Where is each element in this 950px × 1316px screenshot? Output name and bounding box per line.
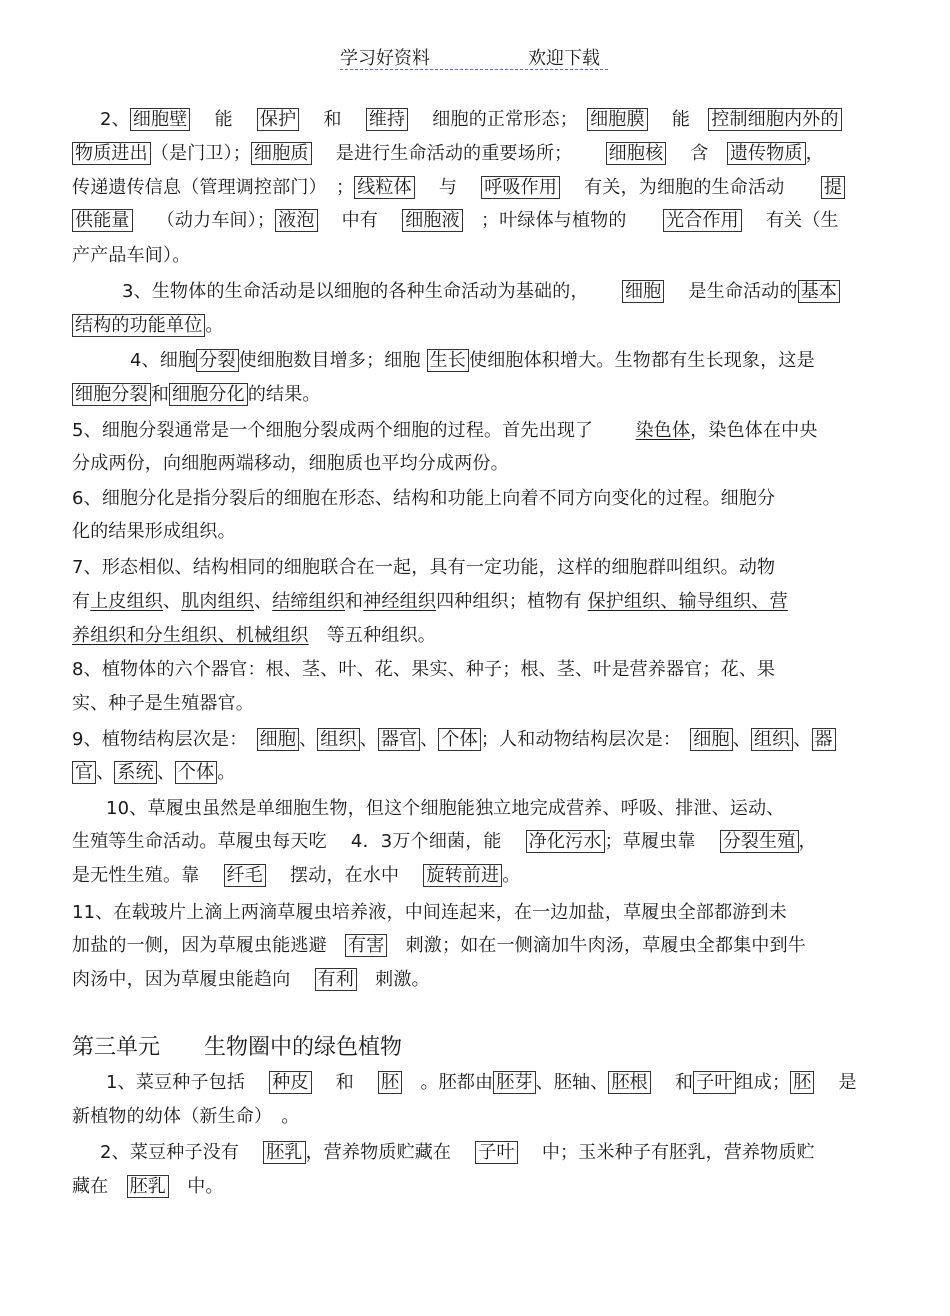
- boxed-term: 胚根: [608, 1071, 650, 1094]
- text-segment: 7、形态相似、结构相同的细胞联合在一起，具有一定功能，这样的细胞群叫组织。动物: [72, 557, 776, 578]
- boxed-term: 细胞质: [251, 142, 312, 165]
- text-segment: 是无性生殖。靠: [72, 865, 224, 886]
- text-line: [72, 313, 224, 339]
- text-line: [72, 208, 839, 234]
- text-line: [106, 796, 785, 822]
- text-line: [72, 418, 818, 444]
- text-segment: 新植物的幼体（新生命） 。: [72, 1106, 300, 1127]
- text-line: [72, 555, 775, 581]
- text-line: [72, 900, 787, 926]
- underlined-term: 神经组织: [363, 591, 437, 612]
- text-segment: 6、细胞分化是指分裂后的细胞在形态、结构和功能上向着不同方向变化的过程。细胞分: [72, 488, 776, 509]
- text-segment: 中。: [169, 1176, 224, 1197]
- text-segment: 1、菜豆种子包括: [106, 1072, 270, 1093]
- text-segment: 产产品车间）。: [72, 245, 191, 266]
- text-segment: 分成两份，向细胞两端移动，细胞质也平均分成两份。: [72, 453, 509, 474]
- boxed-term: 有害: [345, 934, 387, 957]
- boxed-term: 纤毛: [224, 864, 266, 887]
- text-segment: 中；玉米种子有胚乳，营养物质贮: [517, 1142, 815, 1163]
- boxed-term: 官: [72, 761, 96, 784]
- boxed-term: 液泡: [275, 209, 317, 232]
- text-segment: 有: [72, 591, 91, 612]
- text-segment: 。: [502, 865, 521, 886]
- header-divider: [340, 69, 608, 70]
- boxed-term: 细胞液: [402, 209, 463, 232]
- text-segment: 和: [150, 384, 170, 405]
- text-segment: 有关，为细胞的生命活动: [560, 177, 821, 198]
- text-line: [72, 519, 236, 545]
- text-line: [72, 141, 824, 167]
- boxed-term: 分裂: [196, 349, 238, 372]
- text-segment: 5、细胞分裂通常是一个细胞分裂成两个细胞的过程。首先出现了: [72, 420, 636, 441]
- text-segment: 、: [793, 729, 812, 750]
- header-right-text: 欢迎下载: [528, 48, 600, 69]
- boxed-term: 组织: [317, 728, 359, 751]
- boxed-term: 组织: [751, 728, 793, 751]
- section-title: 第三单元 生物圈中的绿色植物: [72, 1035, 403, 1060]
- text-segment: 细胞的正常形态；: [408, 109, 588, 130]
- text-segment: 使细胞体积增大。生物都有生长现象，这是: [469, 350, 815, 371]
- text-line: [72, 623, 436, 649]
- text-segment: ；叶绿体与植物的: [462, 210, 664, 231]
- underlined-term: 肌肉组织: [181, 591, 255, 612]
- boxed-term: 个体: [438, 728, 480, 751]
- boxed-term: 有利: [315, 968, 357, 991]
- header-left-text: 学习好资料: [340, 48, 430, 69]
- text-segment: 9、植物结构层次是：: [72, 729, 257, 750]
- text-line: [72, 691, 254, 717]
- boxed-term: 胚: [790, 1071, 814, 1094]
- text-segment: 、: [420, 729, 439, 750]
- text-segment: 3、生物体的生命活动是以细胞的各种生命活动为基础的，: [122, 281, 622, 302]
- text-segment: 能: [190, 109, 257, 130]
- boxed-term: 胚芽: [493, 1071, 535, 1094]
- boxed-term: 控制细胞内外的: [708, 108, 841, 131]
- boxed-term: 细胞壁: [130, 108, 191, 131]
- text-line: [72, 382, 321, 408]
- text-segment: 、: [156, 762, 176, 783]
- boxed-term: 维持: [366, 108, 408, 131]
- text-segment: 。: [217, 762, 236, 783]
- text-segment: ，: [805, 143, 824, 164]
- text-segment: 生殖等生命活动。草履虫每天吃 4．3万个细菌，能: [72, 831, 526, 852]
- text-segment: 刺激；如在一侧滴加牛肉汤，草履虫全都集中到牛: [387, 935, 807, 956]
- underlined-term: 保护组织、输导组织、营: [587, 591, 788, 612]
- boxed-term: 种皮: [269, 1071, 311, 1094]
- text-segment: 藏在: [72, 1176, 127, 1197]
- boxed-term: 细胞: [690, 728, 732, 751]
- text-segment: 能: [647, 109, 709, 130]
- text-segment: 摆动，在水中: [265, 865, 424, 886]
- text-segment: 2、: [100, 109, 130, 130]
- text-segment: 2、菜豆种子没有: [100, 1142, 264, 1163]
- text-segment: 10、草履虫虽然是单细胞生物，但这个细胞能独立地完成营养、呼吸、排泄、运动、: [106, 798, 785, 819]
- text-segment: 加盐的一侧，因为草履虫能逃避: [72, 935, 345, 956]
- boxed-term: 细胞核: [606, 142, 667, 165]
- boxed-term: 呼吸作用: [481, 176, 560, 199]
- text-segment: 有关（生: [741, 210, 839, 231]
- text-line: [72, 175, 845, 201]
- boxed-term: 供能量: [72, 209, 133, 232]
- text-segment: 和: [299, 109, 366, 130]
- underlined-term: 染色体: [635, 420, 691, 441]
- text-line: [72, 727, 836, 753]
- text-segment: ，: [798, 831, 817, 852]
- text-segment: 、: [254, 591, 273, 612]
- boxed-term: 保护: [257, 108, 299, 131]
- text-segment: 、: [359, 729, 378, 750]
- text-segment: ，染色体在中央: [690, 420, 818, 441]
- text-segment: ，营养物质贮藏在: [305, 1142, 476, 1163]
- text-line: [72, 760, 236, 786]
- text-line: [100, 1140, 815, 1166]
- boxed-term: 光合作用: [663, 209, 742, 232]
- text-segment: 是: [814, 1072, 857, 1093]
- boxed-term: 胚乳: [263, 1141, 305, 1164]
- text-segment: 和: [345, 591, 364, 612]
- text-segment: 、: [299, 729, 318, 750]
- text-segment: 。胚都由: [402, 1072, 494, 1093]
- text-line: [122, 279, 840, 305]
- boxed-term: 细胞: [622, 280, 664, 303]
- boxed-term: 细胞: [257, 728, 299, 751]
- boxed-term: 结构的功能单位: [72, 314, 205, 337]
- text-line: [72, 486, 775, 512]
- text-segment: 的结果。: [247, 384, 321, 405]
- text-segment: 中有: [317, 210, 403, 231]
- text-line: [100, 107, 842, 133]
- boxed-term: 线粒体: [354, 176, 415, 199]
- text-segment: 与: [414, 177, 482, 198]
- text-line: [106, 1070, 857, 1096]
- boxed-term: 生长: [427, 349, 469, 372]
- boxed-term: 旋转前进: [423, 864, 502, 887]
- text-segment: 和: [650, 1072, 694, 1093]
- boxed-term: 胚乳: [127, 1175, 169, 1198]
- page-header: [0, 44, 950, 70]
- text-line: [72, 657, 775, 683]
- text-segment: 是进行生命活动的重要场所；: [311, 143, 606, 164]
- text-segment: 使细胞数目增多；细胞: [238, 350, 427, 371]
- text-segment: 四种组织；植物有: [436, 591, 588, 612]
- text-segment: 、: [163, 591, 182, 612]
- text-segment: 8、植物体的六个器官：根、茎、叶、花、果实、种子；根、茎、叶是营养器官；花、果: [72, 659, 776, 680]
- boxed-term: 提: [821, 176, 845, 199]
- text-segment: 实、种子是生殖器官。: [72, 693, 254, 714]
- underlined-term: 养组织和分生组织、机械组织: [72, 625, 309, 646]
- text-line: [72, 1104, 300, 1130]
- text-segment: 和: [311, 1072, 379, 1093]
- text-segment: 含: [666, 143, 727, 164]
- underlined-term: 结缔组织: [272, 591, 346, 612]
- text-line: [72, 243, 190, 269]
- boxed-term: 子叶: [693, 1071, 735, 1094]
- boxed-term: 器官: [378, 728, 420, 751]
- boxed-term: 净化污水: [526, 830, 605, 853]
- text-line: [72, 1174, 224, 1200]
- text-segment: 传递遗传信息（管理调控部门） ；: [72, 177, 355, 198]
- text-segment: （是门卫）；: [150, 143, 252, 164]
- boxed-term: 分裂生殖: [720, 830, 799, 853]
- text-segment: （动力车间）；: [132, 210, 276, 231]
- text-line: [72, 589, 788, 615]
- text-segment: ；草履虫靠: [604, 831, 720, 852]
- boxed-term: 个体: [175, 761, 217, 784]
- text-segment: 、: [96, 762, 115, 783]
- boxed-term: 系统: [114, 761, 156, 784]
- text-line: [72, 933, 806, 959]
- text-segment: 、: [732, 729, 751, 750]
- boxed-term: 子叶: [475, 1141, 517, 1164]
- boxed-term: 细胞分化: [169, 383, 248, 406]
- underlined-term: 上皮组织: [90, 591, 164, 612]
- text-segment: ；人和动物结构层次是：: [480, 729, 691, 750]
- text-segment: 11、在载玻片上滴上两滴草履虫培养液，中间连起来，在一边加盐，草履虫全部都游到未: [72, 902, 787, 923]
- text-segment: 4、细胞: [130, 350, 197, 371]
- boxed-term: 细胞膜: [587, 108, 648, 131]
- text-segment: 刺激。: [356, 969, 430, 990]
- boxed-term: 基本: [798, 280, 840, 303]
- text-segment: 组成；: [735, 1072, 791, 1093]
- text-segment: 、胚轴、: [535, 1072, 609, 1093]
- text-segment: 等五种组织。: [308, 625, 437, 646]
- boxed-term: 器: [812, 728, 836, 751]
- boxed-term: 胚: [378, 1071, 402, 1094]
- text-line: [72, 863, 520, 889]
- boxed-term: 细胞分裂: [72, 383, 151, 406]
- text-segment: 是生命活动的: [664, 281, 798, 302]
- text-segment: 肉汤中，因为草履虫能趋向: [72, 969, 315, 990]
- boxed-term: 物质进出: [72, 142, 151, 165]
- text-line: [130, 348, 815, 374]
- text-line: [72, 967, 430, 993]
- text-segment: 。: [205, 315, 224, 336]
- text-line: [72, 829, 817, 855]
- boxed-term: 遗传物质: [727, 142, 806, 165]
- text-line: [72, 451, 509, 477]
- text-segment: 化的结果形成组织。: [72, 521, 236, 542]
